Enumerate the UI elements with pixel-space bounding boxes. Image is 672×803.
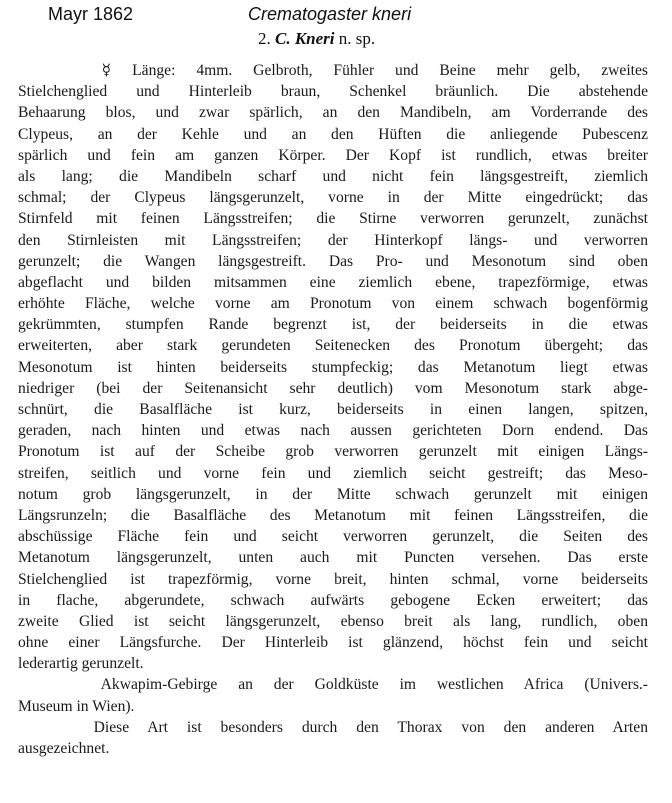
text-line: Diese Art ist besonders durch den Thorax von den anderen Arten [18, 718, 648, 736]
text-line: Pronotum ist auf der Scheibe grob verworren gerunzelt mit einigen Längs- [18, 443, 648, 461]
text-line: schnürt, die Basalfläche ist kurz, beiderseits in einen langen, spitzen, [18, 401, 648, 418]
author-year-label: Mayr 1862 [48, 4, 134, 24]
text-line: abschüssige Fläche fein und seicht verworren gerunzelt, die Seiten des [18, 528, 648, 546]
species-heading [258, 29, 375, 49]
text-line: Längsrunzeln; die Basalfläche des Metanotum mit feinen Längsstreifen, die [18, 506, 648, 524]
text-line: Stirnfeld mit feinen Längsstreifen; die Stirne verworren gerunzelt, zunächst [18, 210, 648, 228]
text-line: niedriger (bei der Seitenansicht sehr deutlich) vom Mesonotum stark abge- [18, 379, 648, 397]
text-line: gerunzelt; die Wangen längsgestreift. Das Pro- und Mesonotum sind oben [18, 252, 648, 270]
text-line: Stielchenglied ist trapezförmig, vorne breit, hinten schmal, vorne beiderseits [18, 570, 648, 588]
text-line: Akwapim-Gebirge an der Goldküste im westlichen Africa (Univers.- [18, 676, 648, 694]
paragraph [18, 60, 648, 674]
text-line: ohne einer Längsfurche. Der Hinterleib ist glänzend, höchst fein und seicht [18, 634, 648, 652]
paragraph [18, 717, 648, 759]
text-line: lederartig gerunzelt. [18, 655, 144, 673]
text-line: streifen, seitlich und vorne fein und ziemlich seicht gestreift; das Meso- [18, 464, 648, 482]
text-line: erweiterten, aber stark gerundeten Seitenecken des Pronotum übergeht; das [18, 337, 648, 355]
description-text [18, 60, 648, 759]
text-line: geraden, nach hinten und etwas nach aussen gerichteten Dorn endend. Das [18, 422, 648, 440]
text-line: schmal; der Clypeus längsgerunzelt, vorne in der Mitte eingedrückt; das [18, 189, 648, 207]
paragraph [18, 674, 648, 716]
text-line: ☿ Länge: 4mm. Gelbroth, Fühler und Beine mehr gelb, zweites [18, 62, 648, 79]
text-line: abgeflacht und bilden mitsammen eine ziemlich ebene, trapezförmige, etwas [18, 273, 648, 291]
text-line: ausgezeichnet. [18, 740, 110, 757]
text-line: Behaarung blos, und zwar spärlich, an den Mandibeln, am Vorderrande des [18, 104, 648, 122]
text-line: notum grob längsgerunzelt, in der Mitte schwach gerunzelt mit einigen [18, 485, 648, 503]
species-name: C. Kneri [275, 29, 335, 48]
text-line: Museum in Wien). [18, 697, 135, 715]
text-line: erhöhte Fläche, welche vorne am Pronotum von einem schwach bogenförmig [18, 295, 648, 313]
text-line: den Stirnleisten mit Längsstreifen; der Hinterkopf längs- und verworren [18, 231, 648, 249]
text-line: zweite Glied ist seicht längsgerunzelt, ebenso breit als lang, rundlich, oben [18, 612, 648, 630]
species-number: 2. [258, 29, 271, 48]
text-line: Mesonotum ist hinten beiderseits stumpfeckig; das Metanotum liegt etwas [18, 358, 648, 376]
text-line: gekrümmten, stumpfen Rande begrenzt ist, der beiderseits in die etwas [18, 316, 648, 334]
text-line: Clypeus, an der Kehle und an den Hüften die anliegende Pubescenz [18, 125, 648, 143]
text-line: in flache, abgerundete, schwach aufwärts gebogene Ecken erweitert; das [18, 591, 648, 609]
text-line: Metanotum längsgerunzelt, unten auch mit Puncten versehen. Das erste [18, 549, 648, 567]
text-line: Stielchenglied und Hinterleib braun, Schenkel bräunlich. Die abstehende [18, 83, 648, 101]
text-line: als lang; die Mandibeln scharf und nicht fein längsgestreift, ziemlich [18, 167, 648, 185]
taxon-title: Crematogaster kneri [248, 4, 412, 24]
species-status: n. sp. [338, 29, 376, 48]
text-line: spärlich und fein am ganzen Körper. Der Kopf ist rundlich, etwas breiter [18, 146, 648, 164]
